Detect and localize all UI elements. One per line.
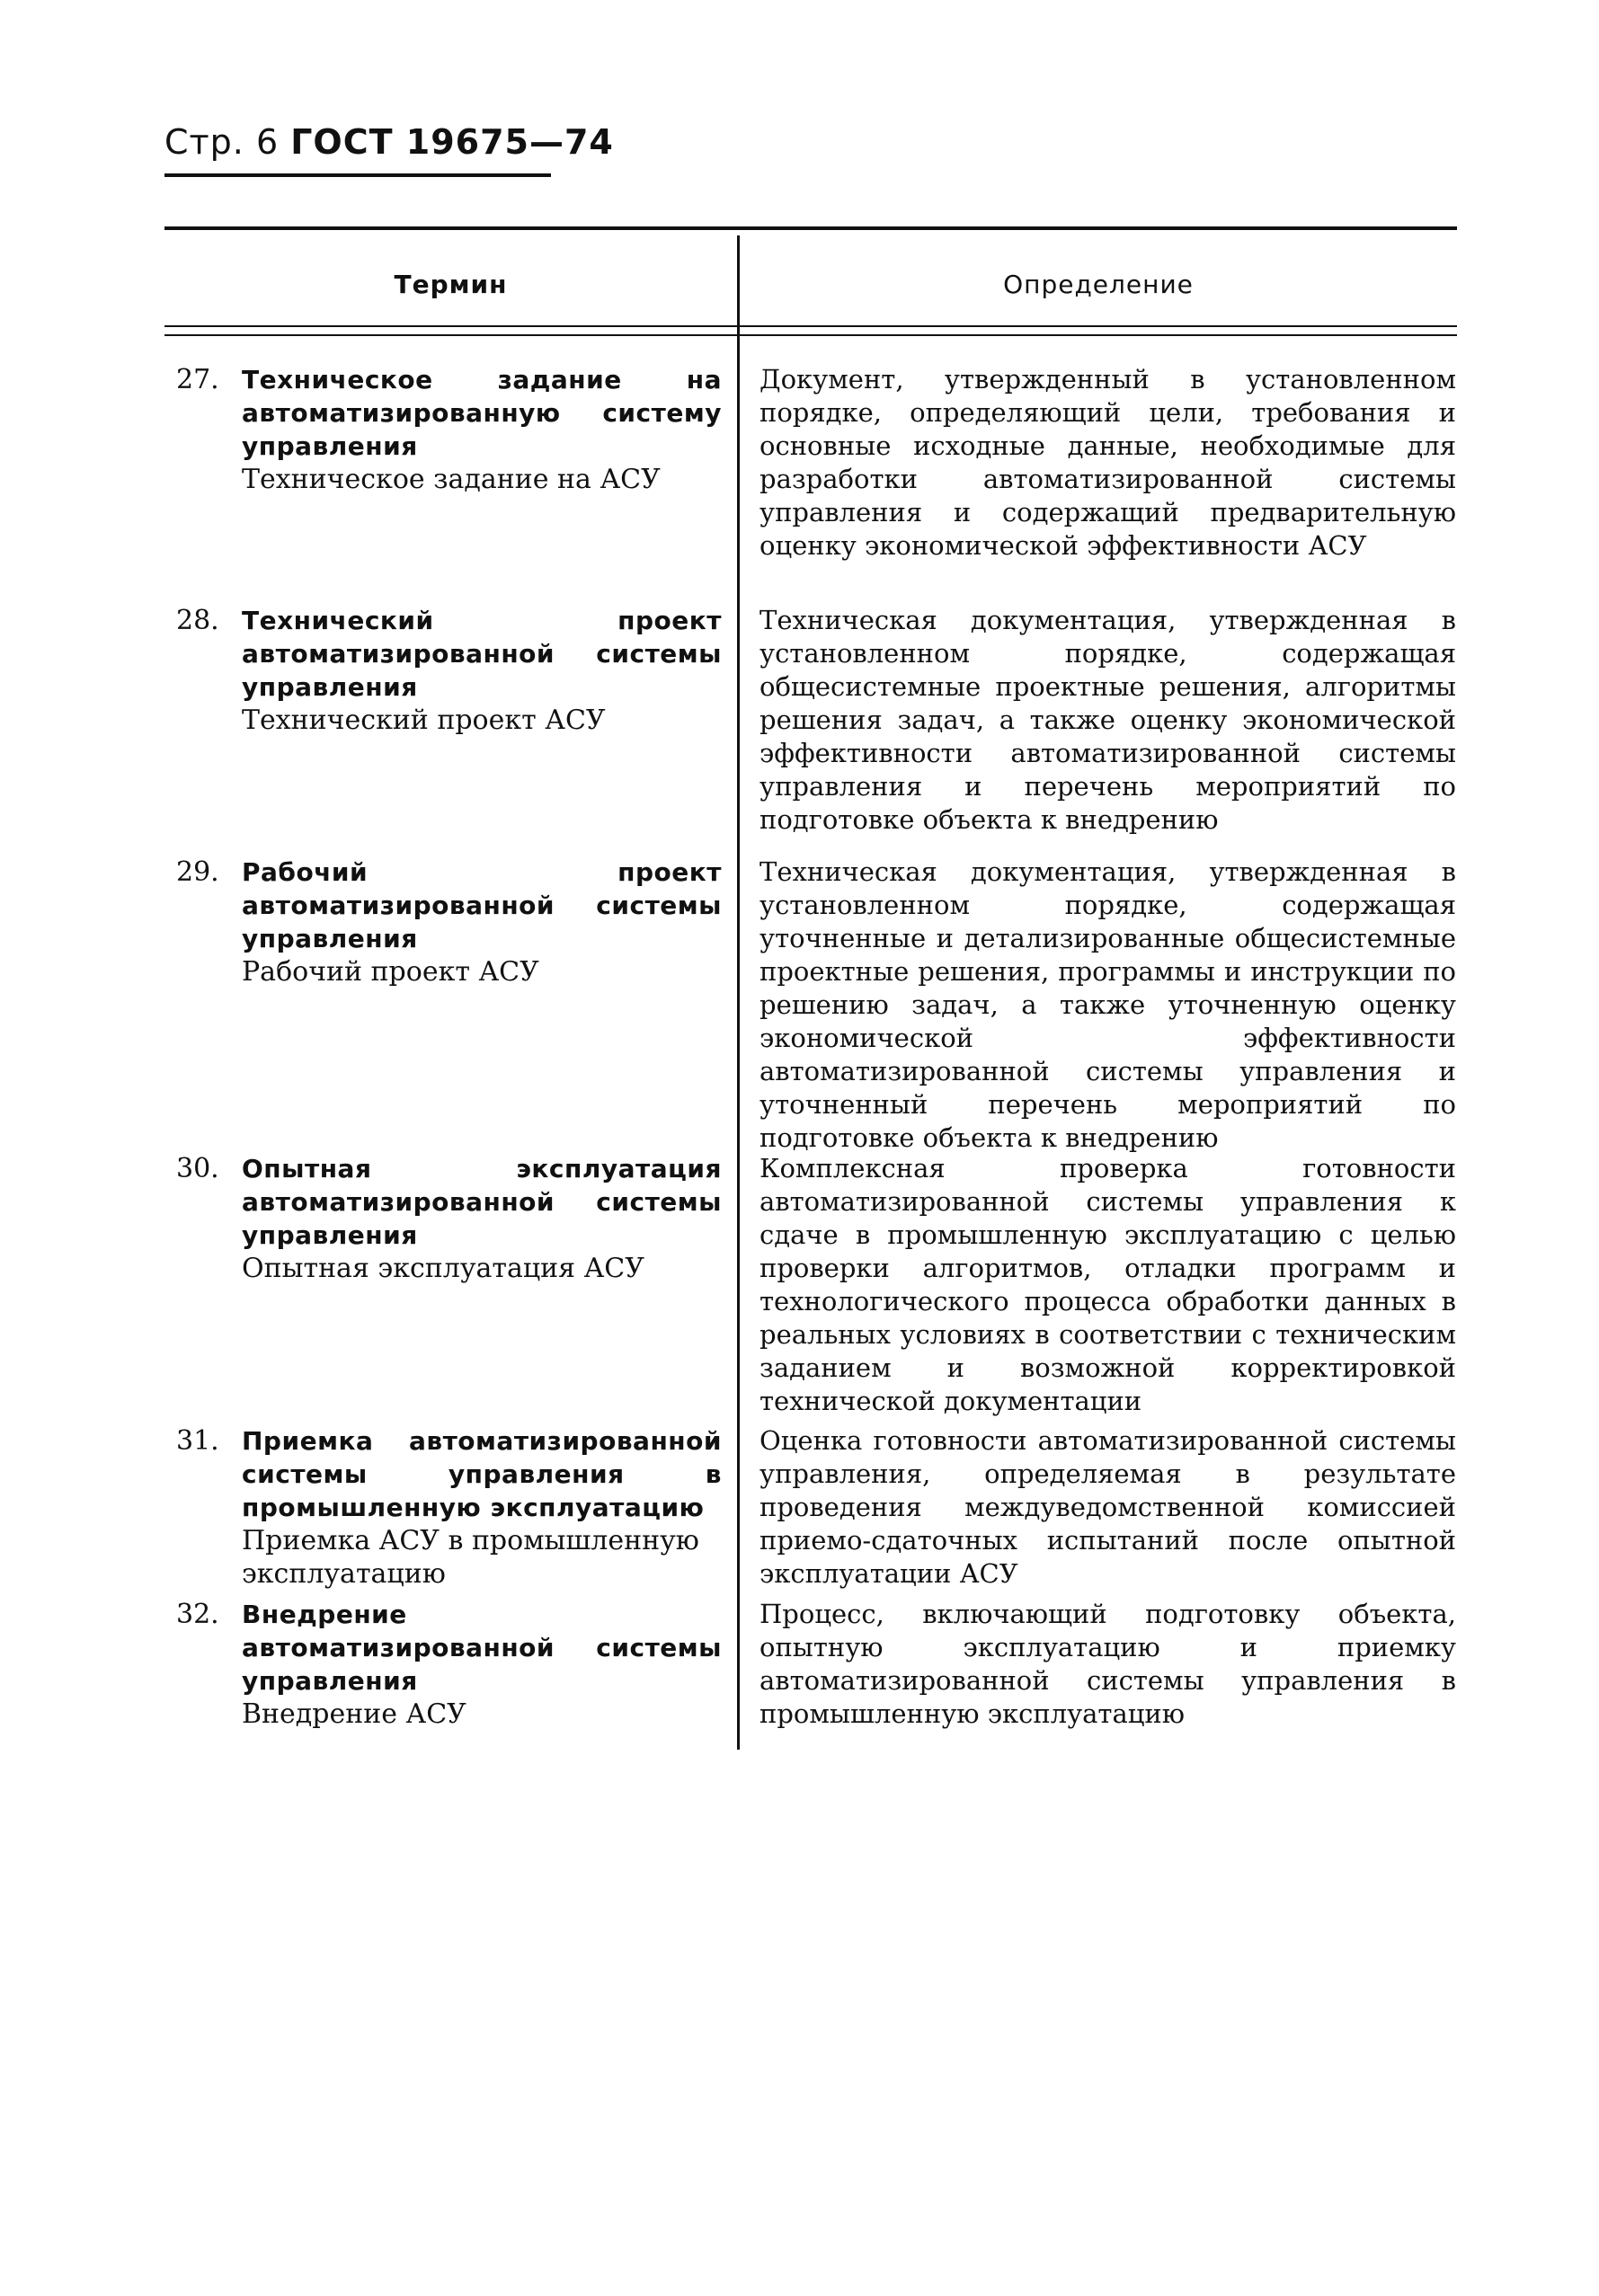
term-abbreviation: Техническое задание на АСУ [242,464,661,495]
term-number: 29. [176,856,219,888]
term-name: Опытная эксплуатация автоматизированной системы управления [242,1154,722,1250]
term-cell [242,363,722,496]
term-definition: Документ, утвержденный в установленном порядке, определяющий цели, требования и основные исходные данные, необходимые для разработки автоматизированной системы управления и содержащий предварительную оценку экономической эффективности АСУ [760,364,1456,561]
term-name: Внедрение автоматизированной системы управления [242,1600,722,1696]
column-header-term: Термин [394,270,508,299]
term-cell [242,604,722,737]
term-number: 32. [176,1599,219,1630]
term-abbreviation: Внедрение АСУ [242,1698,466,1730]
terms-table [164,226,1457,1754]
term-name: Приемка автоматизированной системы управления в промышленную эксплуатацию [242,1426,722,1522]
term-cell [242,1424,722,1591]
term-definition: Техническая документация, утвержденная в установленном порядке, содержащая уточненные и детализированные общесистемные проектные решения, программы и инструкции по решению задач, а также уточненную оценку экономической эффективности автоматизированной системы управления и уточненный перечень мероприятий по подготовке объекта к внедрению [760,856,1456,1153]
term-number: 30. [176,1153,219,1184]
term-name: Технический проект автоматизированной системы управления [242,606,722,702]
term-name: Рабочий проект автоматизированной системы управления [242,857,722,953]
term-number: 28. [176,605,219,636]
term-cell [242,1152,722,1285]
term-abbreviation: Опытная эксплуатация АСУ [242,1253,644,1284]
column-header-definition: Определение [1003,270,1194,299]
term-definition: Процесс, включающий подготовку объекта, опытную эксплуатацию и приемку автоматизированной системы управления в промышленную эксплуатацию [760,1599,1456,1729]
term-definition: Оценка готовности автоматизированной системы управления, определяемая в результате проведения междуведомственной комиссией приемо-сдаточных испытаний после опытной эксплуатации АСУ [760,1425,1456,1589]
running-header [164,122,614,162]
term-abbreviation: Технический проект АСУ [242,705,606,736]
term-definition: Комплексная проверка готовности автоматизированной системы управления к сдаче в промышленную эксплуатацию с целью проверки алгоритмов, отладки программ и технологического процесса обработки данных в реальных условиях в соответствии с техническим заданием и возможной корректировкой технической документации [760,1153,1456,1416]
header-rule [164,173,551,177]
term-number: 27. [176,364,219,395]
term-abbreviation: Приемка АСУ в промышленную эксплуатацию [242,1525,699,1590]
term-name: Техническое задание на автоматизированную систему управления [242,365,722,461]
term-abbreviation: Рабочий проект АСУ [242,956,539,988]
column-divider [737,235,740,1750]
header-bottom-rule-double [164,334,1457,336]
header-bottom-rule [164,325,1457,327]
page-label: Стр. 6 [164,122,280,162]
term-cell [242,855,722,988]
standard-number: ГОСТ 19675—74 [290,122,614,162]
term-cell [242,1598,722,1731]
term-definition: Техническая документация, утвержденная в установленном порядке, содержащая общесистемные проектные решения, алгоритмы решения задач, а также оценку экономической эффективности автоматизированной системы управления и перечень мероприятий по подготовке объекта к внедрению [760,605,1456,835]
term-number: 31. [176,1425,219,1457]
table-top-rule [164,226,1457,230]
